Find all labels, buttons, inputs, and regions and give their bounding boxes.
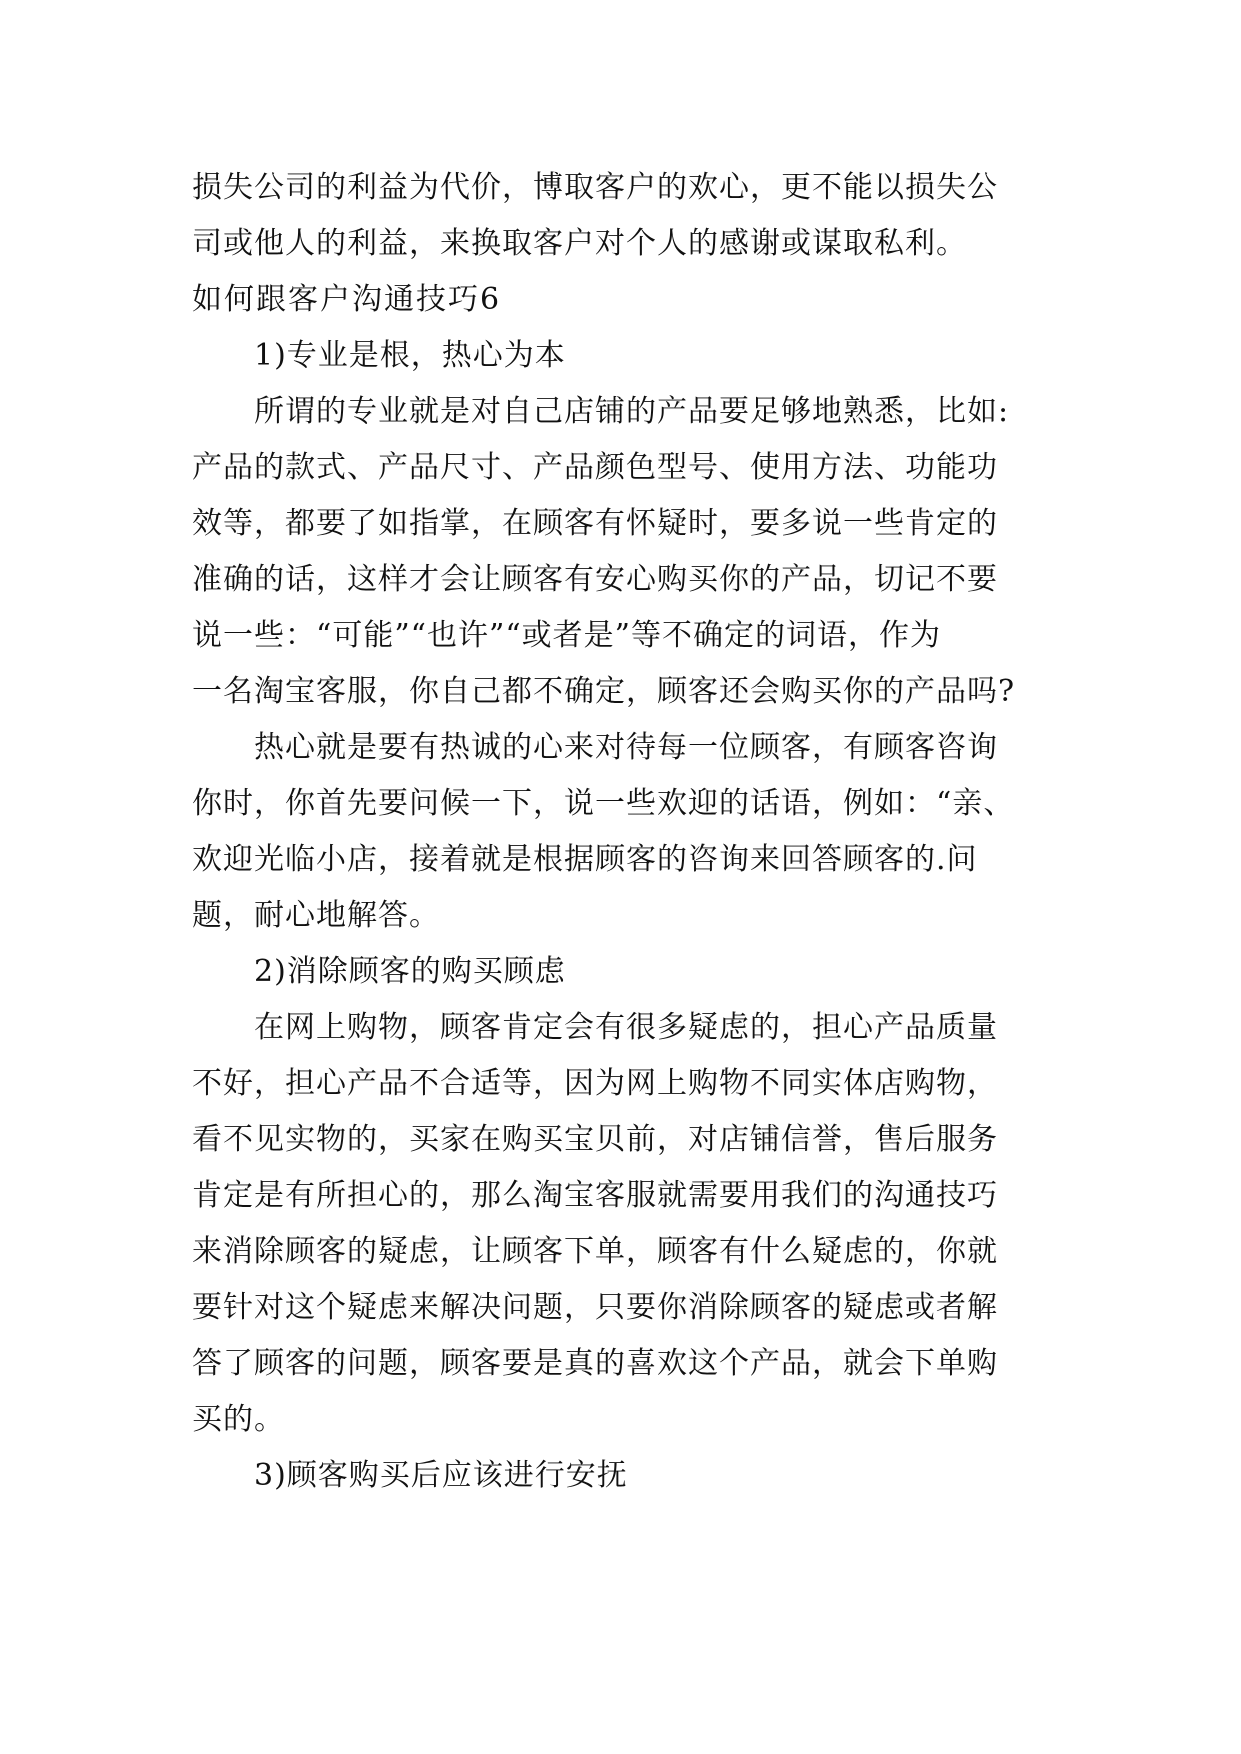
paragraph-line: 所谓的专业就是对自己店铺的产品要足够地熟悉，比如: xyxy=(254,394,1010,429)
paragraph-line: 要针对这个疑虑来解决问题，只要你消除顾客的疑虑或者解 xyxy=(192,1290,998,1325)
paragraph-line: 你时，你首先要问候一下，说一些欢迎的话语，例如：“亲、 xyxy=(192,786,1015,821)
paragraph-line: 欢迎光临小店，接着就是根据顾客的咨询来回答顾客的.问 xyxy=(192,842,978,877)
section-heading: 如何跟客户沟通技巧6 xyxy=(192,282,502,317)
paragraph-line: 说一些：“可能”“也许”“或者是”等不确定的词语，作为 xyxy=(192,618,942,653)
paragraph-line: 答了顾客的问题，顾客要是真的喜欢这个产品，就会下单购 xyxy=(192,1346,998,1381)
subheading-3: 3)顾客购买后应该进行安抚 xyxy=(254,1458,628,1493)
paragraph-line: 司或他人的利益，来换取客户对个人的感谢或谋取私利。 xyxy=(192,226,967,261)
paragraph-line: 效等，都要了如指掌，在顾客有怀疑时，要多说一些肯定的 xyxy=(192,506,998,541)
paragraph-line: 不好，担心产品不合适等，因为网上购物不同实体店购物， xyxy=(192,1066,998,1101)
subheading-1: 1)专业是根，热心为本 xyxy=(254,338,566,373)
paragraph-line: 准确的话，这样才会让顾客有安心购买你的产品，切记不要 xyxy=(192,562,998,597)
subheading-2: 2)消除顾客的购买顾虑 xyxy=(254,954,566,989)
paragraph-line: 肯定是有所担心的，那么淘宝客服就需要用我们的沟通技巧 xyxy=(192,1178,998,1213)
paragraph-line: 来消除顾客的疑虑，让顾客下单，顾客有什么疑虑的，你就 xyxy=(192,1234,998,1269)
paragraph-line: 在网上购物，顾客肯定会有很多疑虑的，担心产品质量 xyxy=(254,1010,998,1045)
paragraph-line: 看不见实物的，买家在购买宝贝前，对店铺信誉，售后服务 xyxy=(192,1122,998,1157)
paragraph-line: 产品的款式、产品尺寸、产品颜色型号、使用方法、功能功 xyxy=(192,450,998,485)
paragraph-line: 热心就是要有热诚的心来对待每一位顾客，有顾客咨询 xyxy=(254,730,998,765)
paragraph-line: 买的。 xyxy=(192,1402,285,1437)
paragraph-line: 损失公司的利益为代价，博取客户的欢心，更不能以损失公 xyxy=(192,170,998,205)
paragraph-line: 一名淘宝客服，你自己都不确定，顾客还会购买你的产品吗? xyxy=(192,674,1016,709)
paragraph-line: 题，耐心地解答。 xyxy=(192,898,440,933)
document-body xyxy=(192,160,1072,1504)
